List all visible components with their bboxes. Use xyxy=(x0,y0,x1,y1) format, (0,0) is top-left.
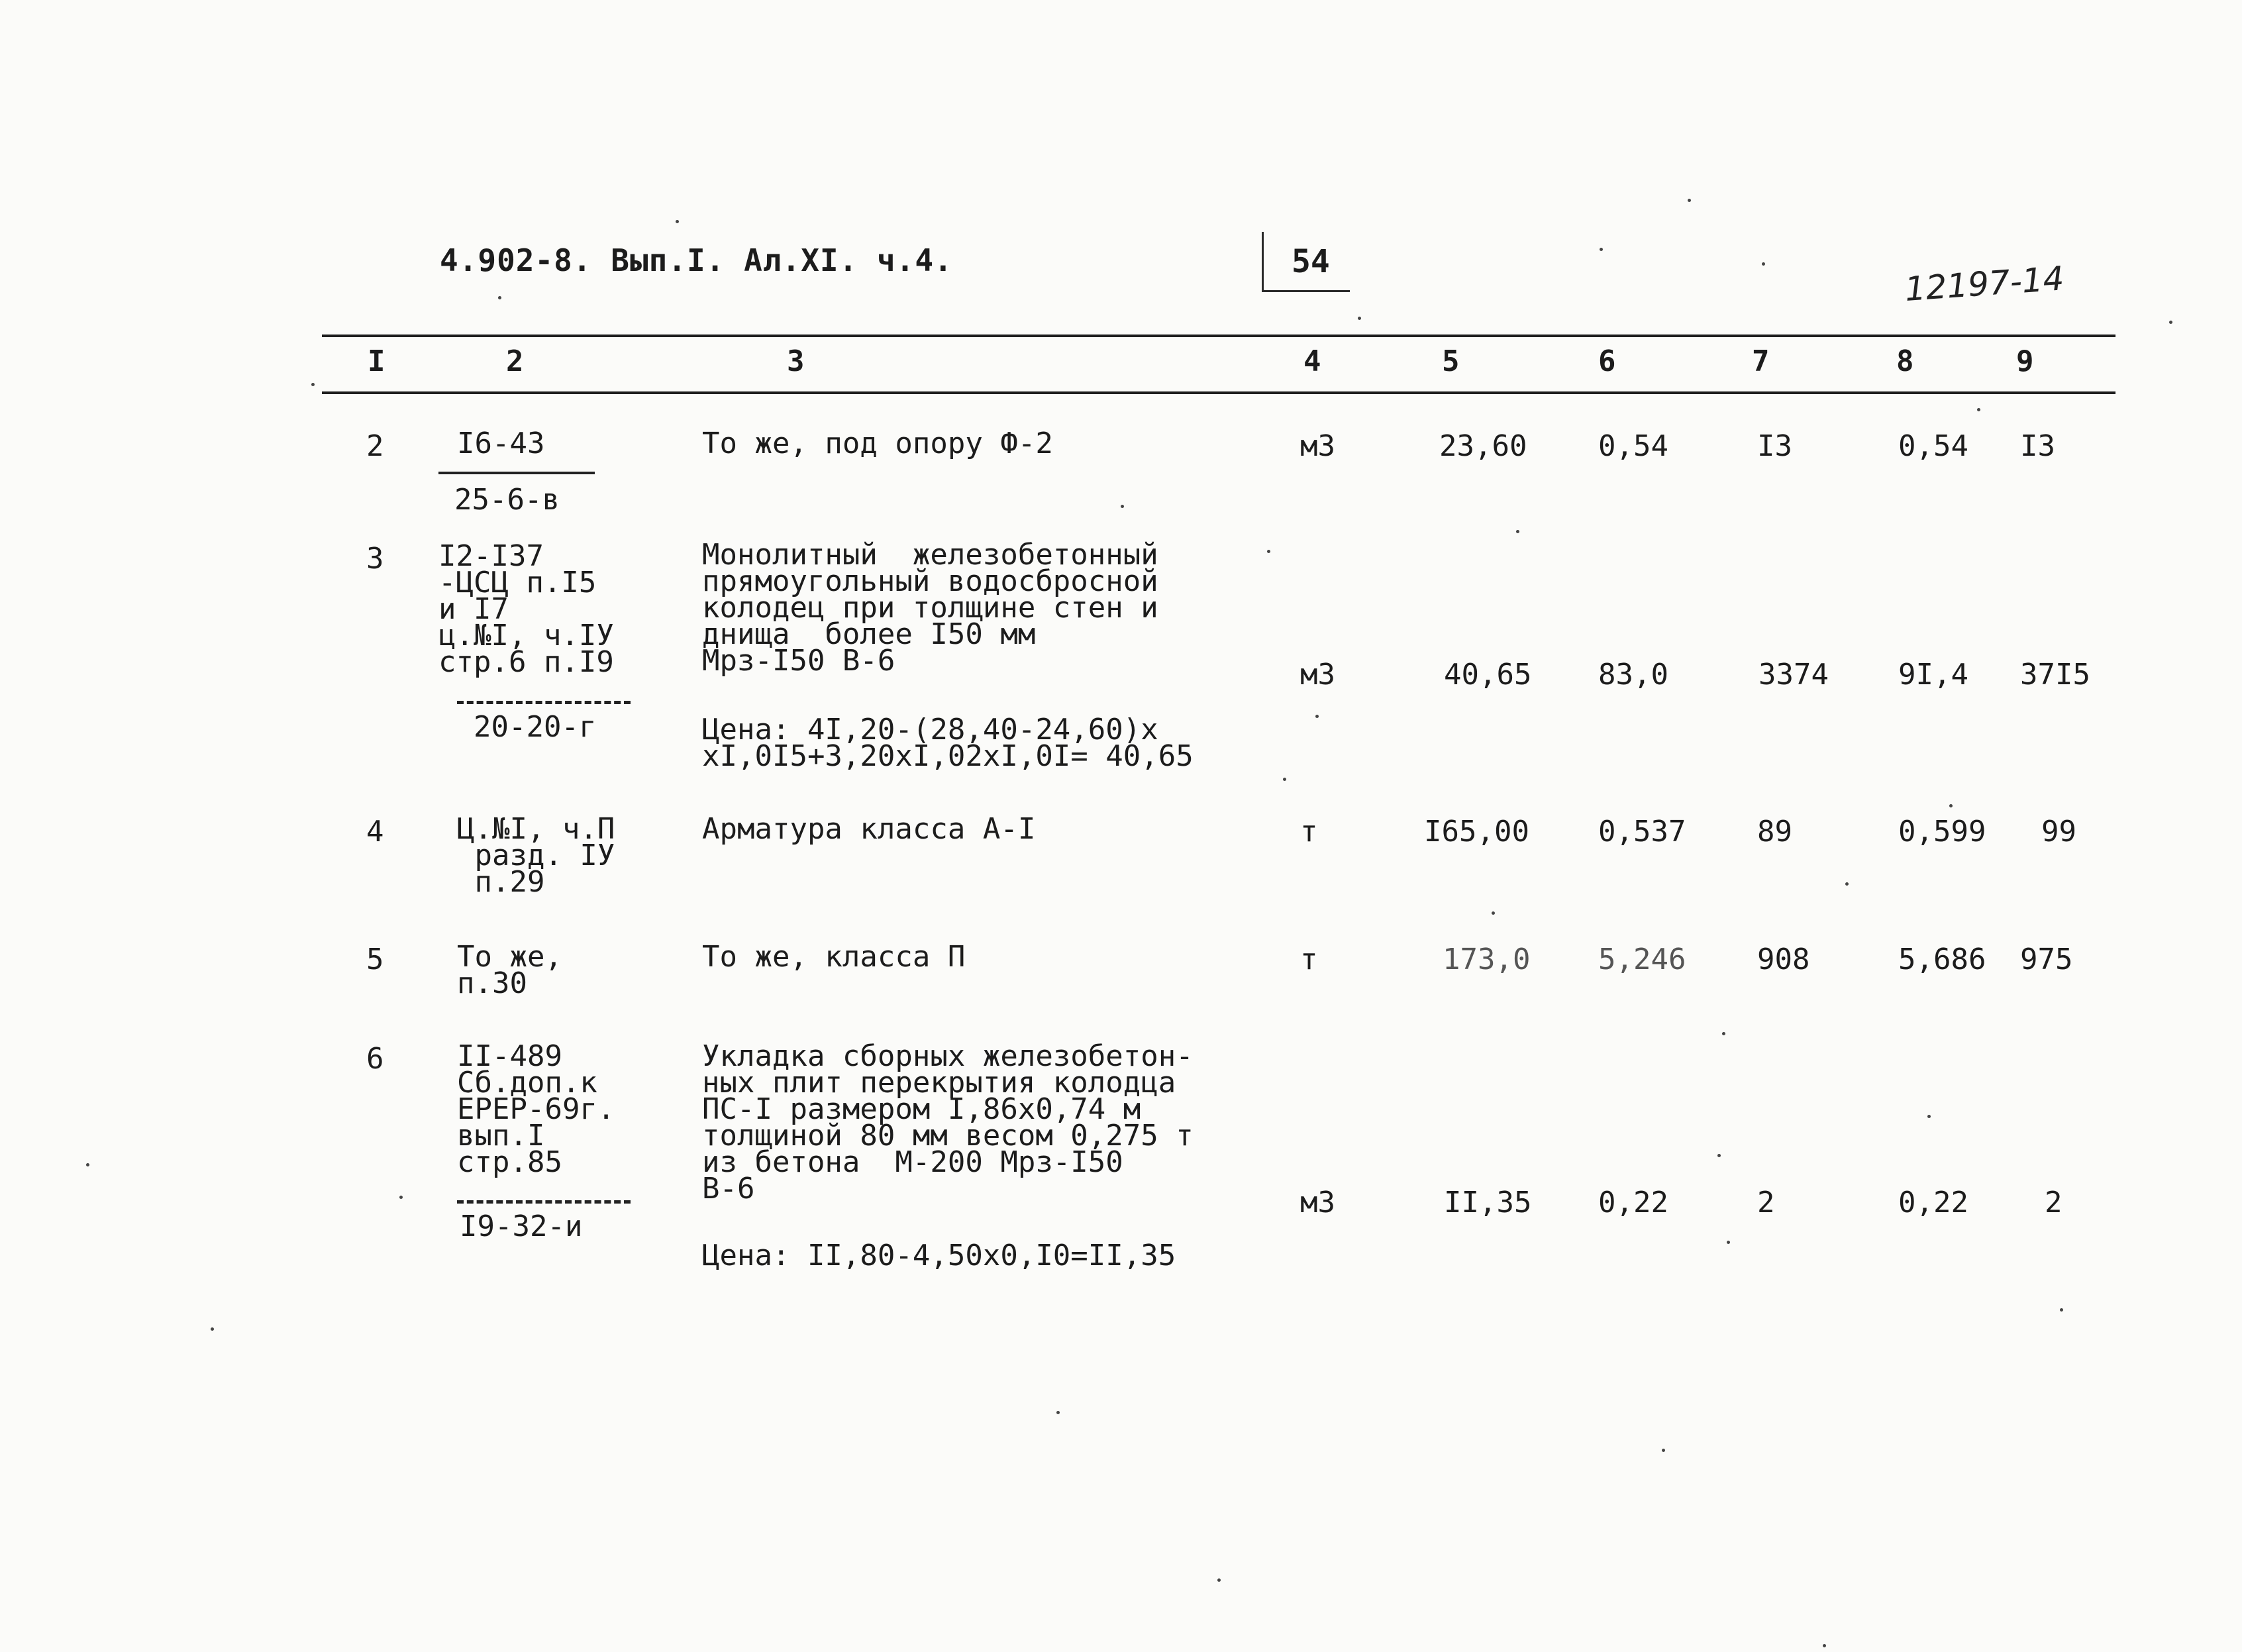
document-number: 12197-14 xyxy=(1903,259,2066,309)
scan-speck xyxy=(1688,199,1691,202)
unit-cost: 173,0 xyxy=(1443,943,1531,976)
work-description: То же, класса П xyxy=(702,940,966,974)
scan-speck xyxy=(1267,550,1270,553)
code-divider xyxy=(457,1200,631,1204)
cost-total: 2 xyxy=(2045,1186,2063,1219)
norm-code-sub: 20-20-г xyxy=(474,710,597,744)
scan-speck xyxy=(1823,1644,1826,1647)
work-description: Арматура класса А-I xyxy=(702,812,1036,846)
quantity-total: 0,54 xyxy=(1898,429,1968,463)
total-cost: 89 xyxy=(1757,815,1792,849)
code-divider xyxy=(457,701,631,704)
page-number-bracket xyxy=(1262,232,1350,292)
row-number: 4 xyxy=(366,815,384,849)
scan-speck xyxy=(1727,1241,1730,1244)
scan-speck xyxy=(1358,317,1361,320)
scan-speck xyxy=(1315,715,1319,718)
quantity-total: 5,686 xyxy=(1898,943,1986,976)
quantity: 5,246 xyxy=(1598,943,1686,976)
column-header-3: 3 xyxy=(787,344,805,378)
scan-speck xyxy=(311,383,315,386)
quantity-total: 9I,4 xyxy=(1898,658,1968,692)
scan-speck xyxy=(498,296,501,299)
quantity: 0,22 xyxy=(1598,1186,1668,1219)
scan-speck xyxy=(2169,321,2172,324)
table-top-rule xyxy=(322,335,2115,337)
cost-total: I3 xyxy=(2020,429,2055,463)
scan-speck xyxy=(1977,408,1980,411)
column-header-7: 7 xyxy=(1752,344,1770,378)
work-description: То же, под опору Ф-2 xyxy=(702,427,1053,460)
work-description: Укладка сборных железобетон- ных плит перекрытия колодца ПС-I размером I,86х0,74 м толщиной 80 мм весом 0,275 т из бетона М-200 Мрз-I50 В-6 xyxy=(702,1039,1194,1206)
scan-speck xyxy=(1927,1115,1931,1118)
scan-speck xyxy=(676,220,679,223)
column-header-1: I xyxy=(368,344,385,378)
row-number: 2 xyxy=(366,429,384,463)
norm-code: Ц.№I, ч.П разд. IУ п.29 xyxy=(457,812,615,899)
document-reference: 4.902-8. Вып.I. Ал.XI. ч.4. xyxy=(440,242,953,278)
unit: т xyxy=(1300,943,1318,976)
norm-code-sub: I9-32-и xyxy=(460,1210,583,1243)
scan-speck xyxy=(211,1327,214,1331)
scan-speck xyxy=(1516,530,1519,533)
unit: м3 xyxy=(1300,1186,1335,1219)
scan-speck xyxy=(86,1163,89,1166)
unit-cost: 23,60 xyxy=(1439,429,1527,463)
scan-speck xyxy=(1056,1411,1060,1414)
price-calculation: Цена: II,80-4,50х0,I0=II,35 xyxy=(702,1239,1176,1272)
unit: м3 xyxy=(1300,658,1335,692)
table-header-rule xyxy=(322,391,2115,394)
scan-speck xyxy=(399,1196,403,1199)
unit: м3 xyxy=(1300,429,1335,463)
total-cost: 908 xyxy=(1757,943,1810,976)
column-header-5: 5 xyxy=(1442,344,1460,378)
scan-speck xyxy=(1949,804,1953,807)
norm-code-sub: 25-6-в xyxy=(454,483,560,517)
total-cost: 3374 xyxy=(1758,658,1829,692)
scan-speck xyxy=(1845,882,1849,886)
scan-speck xyxy=(1762,262,1765,266)
quantity: 83,0 xyxy=(1598,658,1668,692)
cost-total: 975 xyxy=(2020,943,2073,976)
norm-code: То же, п.30 xyxy=(457,940,562,1000)
norm-code: II-489 Сб.доп.к ЕРЕР-69г. вып.I стр.85 xyxy=(457,1039,615,1179)
price-calculation: Цена: 4I,20-(28,40-24,60)х хI,0I5+3,20хI,02хI,0I= 40,65 xyxy=(702,713,1194,773)
scan-speck xyxy=(1283,778,1286,781)
scan-speck xyxy=(1217,1578,1221,1582)
column-header-2: 2 xyxy=(506,344,524,378)
unit-cost: I65,00 xyxy=(1424,815,1529,849)
row-number: 6 xyxy=(366,1042,384,1076)
cost-total: 37I5 xyxy=(2020,658,2090,692)
scan-speck xyxy=(1492,911,1495,915)
scan-speck xyxy=(1662,1449,1665,1452)
total-cost: I3 xyxy=(1757,429,1792,463)
column-header-4: 4 xyxy=(1303,344,1321,378)
scan-speck xyxy=(2060,1308,2063,1312)
unit-cost: 40,65 xyxy=(1444,658,1532,692)
quantity: 0,537 xyxy=(1598,815,1686,849)
scan-speck xyxy=(1121,505,1124,508)
column-header-8: 8 xyxy=(1896,344,1914,378)
quantity-total: 0,22 xyxy=(1898,1186,1968,1219)
work-description: Монолитный железобетонный прямоугольный водосбросной колодец при толщине стен и днища более I50 мм Мрз-I50 В-6 xyxy=(702,538,1158,678)
quantity-total: 0,599 xyxy=(1898,815,1986,849)
column-header-9: 9 xyxy=(2016,344,2034,378)
total-cost: 2 xyxy=(1757,1186,1775,1219)
column-header-6: 6 xyxy=(1598,344,1616,378)
unit: т xyxy=(1300,815,1318,849)
row-number: 3 xyxy=(366,542,384,576)
page-number: 54 xyxy=(1292,243,1330,280)
quantity: 0,54 xyxy=(1598,429,1668,463)
norm-code: I2-I37 -ЦСЦ п.I5 и I7 ц.№I, ч.IУ стр.6 п.I9 xyxy=(438,539,614,679)
norm-code: I6-43 xyxy=(457,427,545,460)
scan-speck xyxy=(1717,1154,1721,1157)
scan-speck xyxy=(1600,248,1603,251)
row-number: 5 xyxy=(366,943,384,976)
scan-speck xyxy=(1722,1032,1725,1035)
unit-cost: II,35 xyxy=(1444,1186,1532,1219)
code-divider xyxy=(438,472,595,474)
cost-total: 99 xyxy=(2041,815,2076,849)
